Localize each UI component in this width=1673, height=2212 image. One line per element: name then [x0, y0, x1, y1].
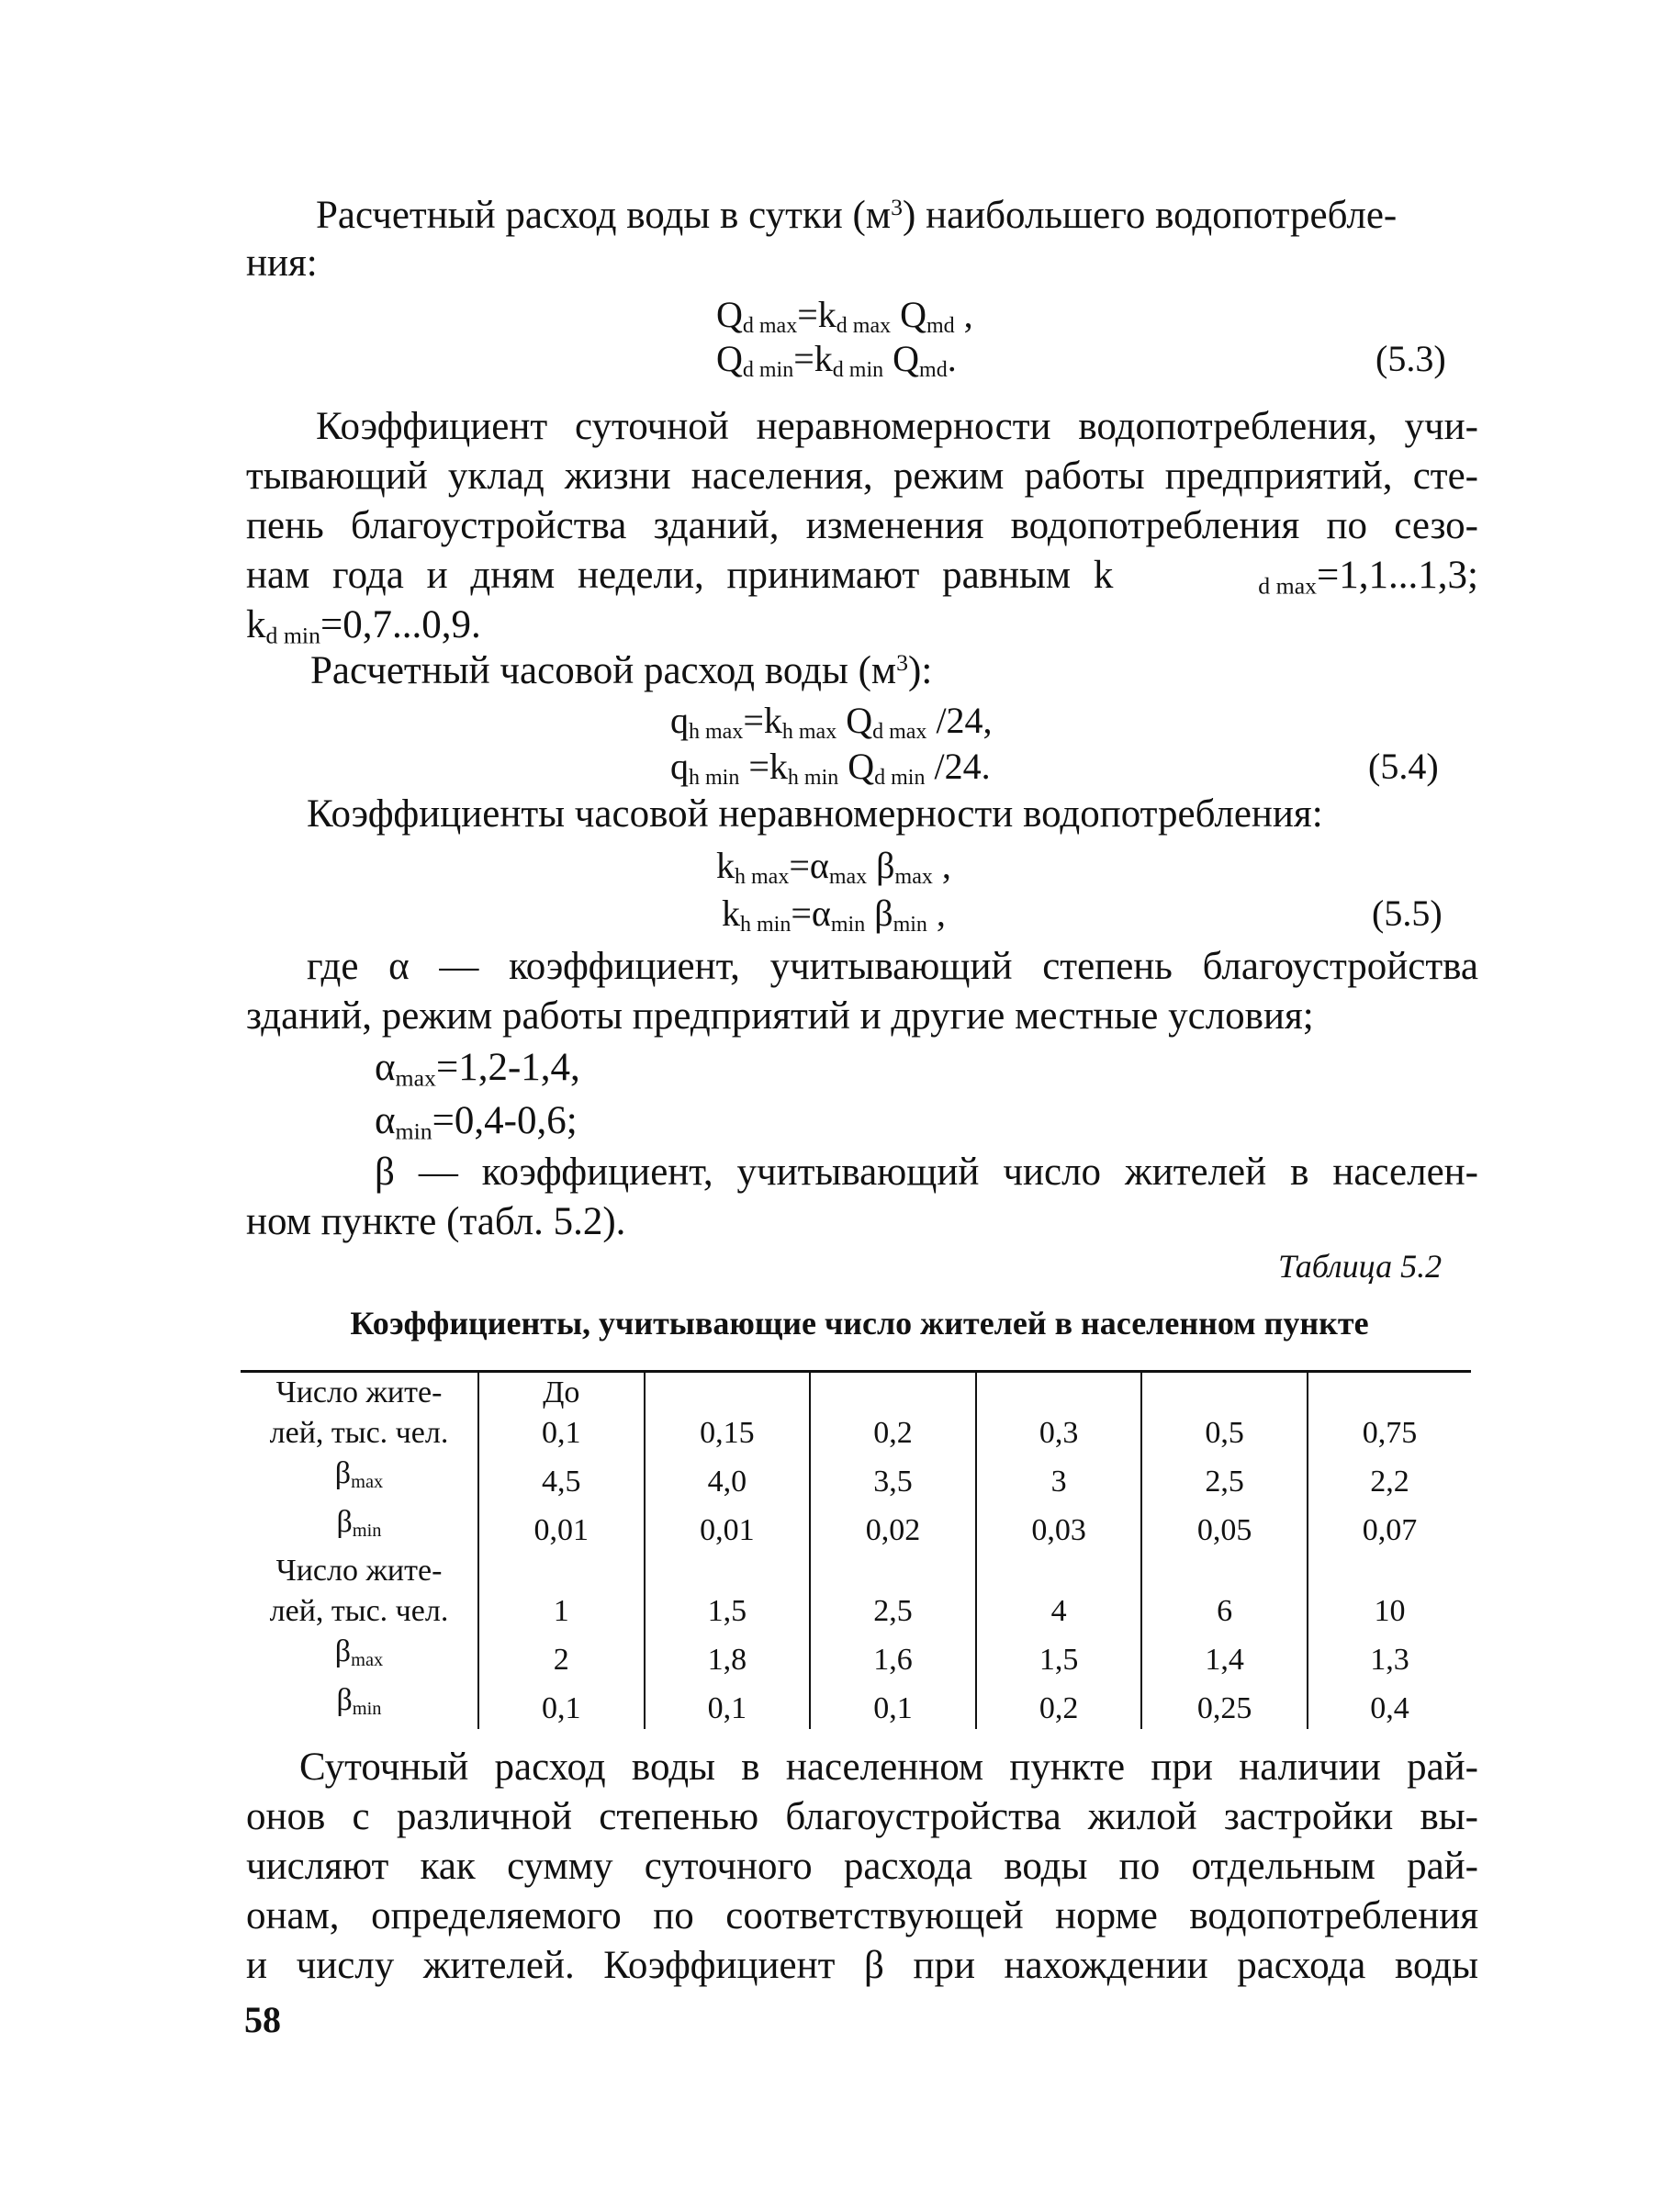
formula-5-5-line-1 [716, 845, 951, 898]
table-cell: 0,1 [810, 1680, 976, 1729]
table-cell: 0,2 [976, 1680, 1142, 1729]
text-span: =1,2-1,4, [435, 1046, 580, 1089]
paragraph-3-line-1 [310, 648, 932, 694]
table-row [241, 1413, 1471, 1454]
formula-sub: d max [872, 720, 927, 744]
equation-number-5-4: (5.4) [1368, 746, 1439, 787]
paragraph-7-line-3: числяют как сумму суточного расхода воды по отдельным рай- [246, 1845, 1478, 1888]
table-cell: 2,5 [810, 1591, 976, 1632]
formula-sub: h max [781, 720, 837, 744]
equation-number-5-5: (5.5) [1372, 893, 1443, 934]
formula-part: k [716, 845, 735, 886]
table-cell [1308, 1551, 1471, 1591]
table-cell [478, 1551, 645, 1591]
table-cell: 0,75 [1308, 1413, 1471, 1454]
table-label-cell [241, 1632, 478, 1680]
subscript: min [395, 1117, 432, 1145]
table-row [241, 1551, 1471, 1591]
table-cell: 0,01 [645, 1502, 811, 1551]
table-cell: 6 [1141, 1591, 1308, 1632]
alpha-min-line [375, 1098, 578, 1154]
formula-part: β [867, 845, 895, 886]
table-cell [810, 1372, 976, 1414]
table-cell: 0,05 [1141, 1502, 1308, 1551]
table-label-cell: Число жите- [275, 1554, 443, 1589]
table-label-cell [241, 1454, 478, 1502]
formula-part: q [670, 746, 689, 787]
table-cell [810, 1551, 976, 1591]
table-cell: 4,5 [478, 1454, 645, 1502]
formula-sub: md [926, 314, 955, 338]
text-span: ) наибольшего водопотребле- [903, 194, 1398, 237]
page-number: 58 [244, 1999, 281, 2040]
text-span: Расчетный часовой расход воды (м [310, 649, 897, 692]
table-cell: 0,5 [1141, 1413, 1308, 1454]
table-cell: 0,07 [1308, 1502, 1471, 1551]
table-cell: 0,15 [645, 1413, 811, 1454]
table-cell: 0,1 [478, 1680, 645, 1729]
table-cell [645, 1551, 811, 1591]
table-cell [1308, 1372, 1471, 1414]
formula-sub: d min [832, 358, 884, 382]
formula-sub: h min [787, 766, 839, 790]
table-cell: 3,5 [810, 1454, 976, 1502]
coefficients-table [241, 1370, 1471, 1729]
formula-part: =k [793, 338, 833, 379]
table-cell [1141, 1372, 1308, 1414]
table-cell: 0,01 [478, 1502, 645, 1551]
formula-part: =k [743, 700, 782, 741]
table-cell: 0,02 [810, 1502, 976, 1551]
text-span: α [375, 1046, 396, 1089]
table-cell: 1,8 [645, 1632, 811, 1680]
table-cell: До [478, 1372, 645, 1414]
table-row [241, 1591, 1471, 1632]
paragraph-5-line-2: зданий, режим работы предприятий и другие местные условия; [246, 994, 1314, 1038]
table-cell: 0,03 [976, 1502, 1142, 1551]
table-row [241, 1372, 1471, 1414]
subscript: min [352, 1521, 382, 1542]
paragraph-6-line-1: β — коэффициент, учитывающий число жителей в населен- [375, 1151, 1478, 1194]
text-span: =0,4-0,6; [432, 1099, 578, 1142]
table-cell: 4 [976, 1591, 1142, 1632]
formula-part: , [932, 845, 951, 886]
table-cell: 0,3 [976, 1413, 1142, 1454]
formula-part: . [947, 338, 957, 379]
table-cell: 0,2 [810, 1413, 976, 1454]
paragraph-4-line-1: Коэффициенты часовой неравномерности водопотребления: [307, 792, 1323, 836]
table-cell [976, 1372, 1142, 1414]
table-label-cell: Число жите- [241, 1372, 478, 1414]
table-cell: 1,5 [976, 1632, 1142, 1680]
table-cell: 2,2 [1308, 1454, 1471, 1502]
table-title: Коэффициенты, учитывающие число жителей в населенном пункте [350, 1305, 1369, 1342]
paragraph-7-line-4: онам, определяемого по соответствующей норме водопотребления [246, 1894, 1478, 1937]
paragraph-1-line-1 [316, 193, 1397, 239]
table-cell: 1,3 [1308, 1632, 1471, 1680]
paragraph-1-line-2: ния: [246, 241, 318, 285]
table-cell: 10 [1308, 1591, 1471, 1632]
formula-sub: d max [742, 314, 798, 338]
equation-number-5-3: (5.3) [1375, 338, 1446, 379]
text-span: =1,1...1,3; [1317, 554, 1478, 597]
formula-sub: h min [740, 913, 792, 937]
table-cell: 0,4 [1308, 1680, 1471, 1729]
text-span: Расчетный расход воды в сутки (м [316, 194, 892, 237]
table-row [241, 1680, 1471, 1729]
formula-part: /24. [925, 746, 991, 787]
formula-part: Q [883, 338, 920, 379]
beta-symbol: β [336, 1683, 353, 1718]
formula-sub: min [893, 913, 927, 937]
table-cell: 0,1 [645, 1680, 811, 1729]
paragraph-7-line-5: и числу жителей. Коэффициент β при нахождении расхода воды [246, 1944, 1478, 1987]
formula-part: , [926, 893, 946, 934]
beta-symbol: β [336, 1505, 353, 1540]
subscript: d max [1258, 572, 1318, 600]
formula-sub: min [830, 913, 866, 937]
paragraph-7-line-1: Суточный расход воды в населенном пункте при наличии рай- [299, 1746, 1478, 1789]
table-cell: 4,0 [645, 1454, 811, 1502]
table-cell: 0,25 [1141, 1680, 1308, 1729]
formula-part: q [670, 700, 689, 741]
formula-part: Q [836, 700, 873, 741]
formula-sub: d min [742, 358, 794, 382]
formula-sub: d max [836, 314, 892, 338]
formula-sub: md [919, 358, 948, 382]
table-cell: 3 [976, 1454, 1142, 1502]
subscript: d min [265, 622, 320, 649]
formula-part: Q [716, 294, 743, 335]
formula-5-3-line-2 [716, 338, 957, 391]
formula-5-5-line-2 [722, 893, 946, 946]
paragraph-2-line-2: тывающий уклад жизни населения, режим работы предприятий, сте- [246, 455, 1478, 498]
formula-sub: h max [689, 720, 744, 744]
formula-sub: h min [689, 766, 740, 790]
table-cell: 1 [478, 1591, 645, 1632]
subscript: min [352, 1699, 382, 1720]
table-cell [976, 1551, 1142, 1591]
text-span [1258, 553, 1478, 609]
formula-part: , [954, 294, 973, 335]
table-cell: 0,1 [478, 1413, 645, 1454]
formula-part: =α [791, 893, 831, 934]
superscript: 3 [896, 648, 909, 676]
table-label-cell: лей, тыс. чел. [269, 1594, 449, 1629]
beta-symbol: β [334, 1634, 352, 1669]
formula-part: Q [891, 294, 926, 335]
formula-part: Q [838, 746, 875, 787]
text-span: нам года и дням недели, принимают равным k [246, 554, 1114, 597]
table-cell [645, 1372, 811, 1414]
subscript: max [351, 1472, 384, 1493]
subscript: max [351, 1650, 384, 1671]
text-span: ): [908, 649, 933, 692]
text-span: =0,7...0,9. [320, 603, 481, 646]
table-row [241, 1454, 1471, 1502]
paragraph-6-line-2: ном пункте (табл. 5.2). [246, 1200, 626, 1243]
formula-sub: max [828, 865, 868, 889]
superscript: 3 [891, 193, 903, 220]
paragraph-5-line-1: где α — коэффициент, учитывающий степень благоустройства [307, 945, 1478, 988]
formula-sub: h max [735, 865, 790, 889]
paragraph-2-line-1: Коэффициент суточной неравномерности водопотребления, учи- [316, 405, 1478, 448]
table-label-cell [241, 1502, 478, 1551]
paragraph-7-line-2: онов с различной степенью благоустройства жилой застройки вы- [246, 1795, 1478, 1838]
table-label-cell [241, 1680, 478, 1729]
table-label-cell: лей, тыс. чел. [269, 1416, 449, 1450]
table-cell: 2 [478, 1632, 645, 1680]
formula-part: =α [789, 845, 829, 886]
table-cell: 1,4 [1141, 1632, 1308, 1680]
text-span: k [246, 603, 266, 646]
beta-symbol: β [334, 1456, 352, 1490]
formula-part: β [865, 893, 893, 934]
formula-sub: d min [874, 766, 926, 790]
formula-sub: max [894, 865, 933, 889]
text-span: α [375, 1099, 396, 1142]
subscript: max [395, 1064, 436, 1092]
table-cell: 1,5 [645, 1591, 811, 1632]
paragraph-2-line-4 [246, 553, 1478, 609]
formula-part: /24, [926, 700, 993, 741]
table-row [241, 1632, 1471, 1680]
paragraph-2-line-3: пень благоустройства зданий, изменения водопотребления по сезо- [246, 504, 1478, 547]
formula-part: k [722, 893, 740, 934]
table-cell: 1,6 [810, 1632, 976, 1680]
table-cell: 2,5 [1141, 1454, 1308, 1502]
formula-part: =k [797, 294, 836, 335]
table-cell [1141, 1551, 1308, 1591]
formula-part: =k [739, 746, 788, 787]
table-row [241, 1502, 1471, 1551]
alpha-max-line [375, 1045, 580, 1101]
formula-part: Q [716, 338, 743, 379]
table-caption: Таблица 5.2 [1278, 1248, 1443, 1285]
